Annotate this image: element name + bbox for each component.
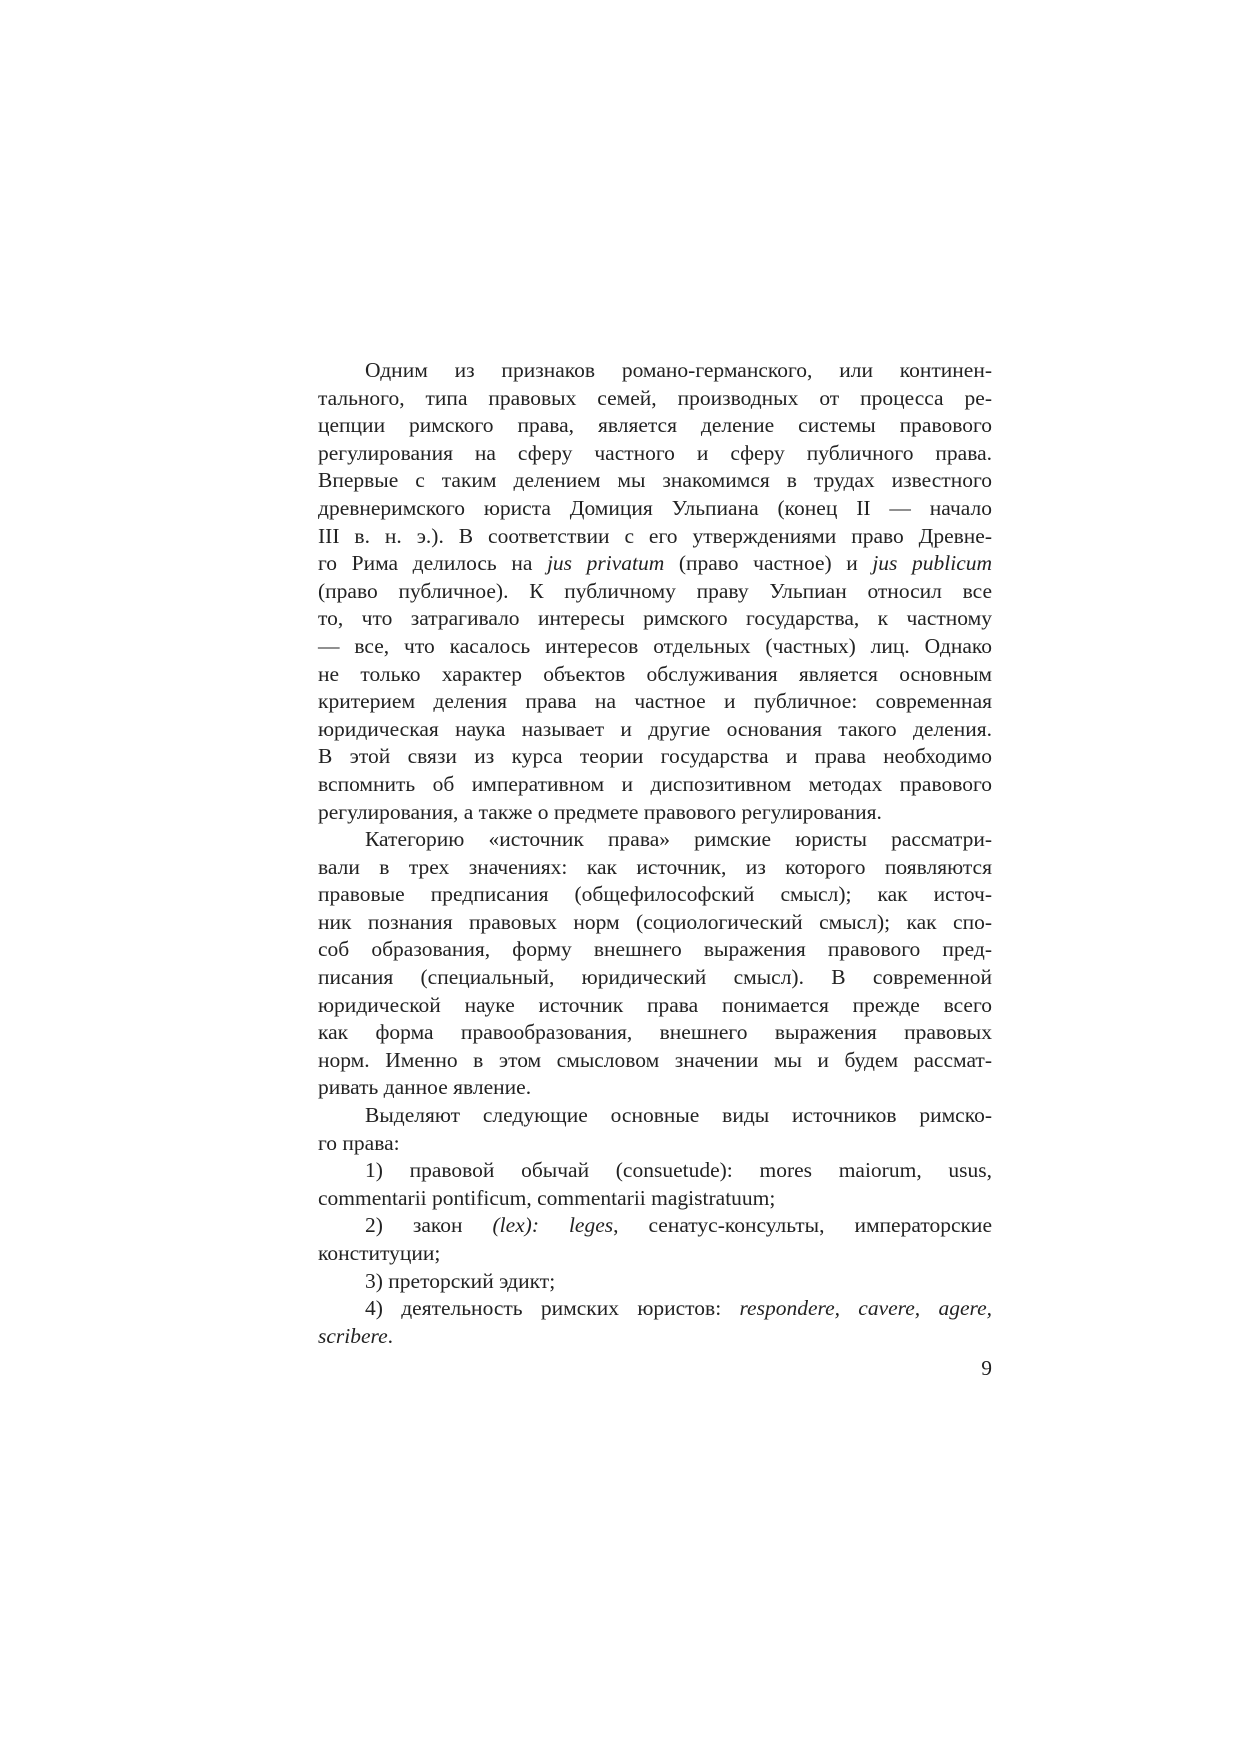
page-number: 9: [981, 1356, 992, 1380]
text-line: [318, 688, 992, 716]
text-run: ник познания правовых норм (социологический смысл); как спо-: [318, 909, 992, 934]
text-line: [318, 1323, 992, 1351]
text-line: [318, 1074, 992, 1102]
paragraph-law-division: [318, 357, 992, 826]
text-line: [318, 357, 992, 385]
text-run: Впервые с таким делением мы знакомимся в трудах известного: [318, 468, 992, 493]
text-run: commentarii pontificum, commentarii magistratuum;: [318, 1185, 776, 1210]
text-run: 1) правовой обычай (consuetude): mores maiorum, usus,: [365, 1158, 992, 1183]
text-run: не только характер объектов обслуживания является основным: [318, 661, 992, 686]
list-item-custom: [318, 1157, 992, 1212]
text-run: .: [387, 1323, 394, 1348]
text-run: древнеримского юриста Домиция Ульпиана (конец II — начало: [318, 495, 992, 520]
text-line: [318, 1212, 992, 1240]
text-run: 2) закон: [365, 1213, 493, 1238]
text-run: В этой связи из курса теории государства и права необходимо: [318, 744, 992, 769]
text-line: [318, 605, 992, 633]
text-line: [318, 523, 992, 551]
text-run: 3) преторский эдикт;: [365, 1268, 556, 1293]
text-run: 4) деятельность римских юристов:: [365, 1296, 740, 1321]
text-line: [318, 799, 992, 827]
text-run: правовые предписания (общефилософский смысл); как источ-: [318, 882, 992, 907]
text-line: [318, 550, 992, 578]
text-line: [318, 440, 992, 468]
text-run: , сенатус-консульты, императорские: [613, 1213, 992, 1238]
text-line: [318, 1295, 992, 1323]
text-run: Одним из признаков романо-германского, или континен-: [365, 358, 992, 382]
text-line: [318, 1047, 992, 1075]
text-run: Категорию «источник права» римские юристы рассматри-: [365, 827, 992, 852]
latin-term: (lex): leges: [492, 1213, 614, 1238]
text-line: [318, 1185, 992, 1213]
latin-term: jus privatum: [546, 551, 665, 576]
text-line: [318, 495, 992, 523]
text-line: [318, 1240, 992, 1268]
paragraph-source-of-law: [318, 826, 992, 1102]
text-line: [318, 854, 992, 882]
text-run: регулирования на сферу частного и сферу публичного права.: [318, 440, 992, 465]
text-line: [318, 909, 992, 937]
text-line: [318, 412, 992, 440]
text-run: регулирования, а также о предмете правового регулирования.: [318, 799, 882, 824]
text-run: норм. Именно в этом смысловом значении мы и будем рассмат-: [318, 1047, 992, 1072]
list-item-jurists: [318, 1295, 992, 1350]
text-line: [318, 964, 992, 992]
text-run: как форма правообразования, внешнего выражения правовых: [318, 1020, 992, 1045]
list-item-law: [318, 1212, 992, 1267]
text-run: то, что затрагивало интересы римского государства, к частному: [318, 606, 992, 631]
text-run: тального, типа правовых семей, производных от процесса ре-: [318, 385, 992, 410]
text-line: [318, 1157, 992, 1185]
text-line: [318, 826, 992, 854]
text-run: соб образования, форму внешнего выражения правового пред-: [318, 937, 992, 962]
list-item-edict: [318, 1268, 992, 1296]
text-run: юридическая наука называет и другие основания такого деления.: [318, 716, 992, 741]
text-line: [318, 385, 992, 413]
text-line: [318, 1102, 992, 1130]
text-line: [318, 661, 992, 689]
text-line: [318, 936, 992, 964]
latin-term: respondere, cavere, agere,: [739, 1296, 993, 1321]
latin-term: jus publicum: [872, 551, 993, 576]
text-run: цепции римского права, является деление системы правового: [318, 413, 992, 438]
text-line: [318, 1130, 992, 1158]
text-run: конституции;: [318, 1241, 441, 1265]
text-run: (право частное) и: [664, 551, 873, 576]
text-line: [318, 1268, 992, 1296]
text-line: [318, 716, 992, 744]
text-line: [318, 992, 992, 1020]
text-run: Выделяют следующие основные виды источников римско-: [365, 1103, 992, 1128]
text-line: [318, 633, 992, 661]
text-run: юридической науке источник права понимается прежде всего: [318, 992, 992, 1017]
text-run: го права:: [318, 1130, 400, 1155]
latin-term: scribere: [318, 1323, 388, 1348]
text-run: писания (специальный, юридический смысл). В современной: [318, 965, 992, 990]
text-line: [318, 578, 992, 606]
text-run: вспомнить об императивном и диспозитивном методах правового: [318, 771, 992, 796]
text-run: го Рима делилось на: [318, 551, 547, 576]
text-line: [318, 771, 992, 799]
text-run: — все, что касалось интересов отдельных (частных) лиц. Однако: [318, 633, 992, 658]
text-run: (право публичное). К публичному праву Ульпиан относил все: [318, 578, 992, 603]
text-line: [318, 743, 992, 771]
text-run: III в. н. э.). В соответствии с его утверждениями право Древне-: [318, 523, 992, 548]
text-run: критерием деления права на частное и публичное: современная: [318, 689, 992, 714]
text-line: [318, 467, 992, 495]
text-run: ривать данное явление.: [318, 1075, 532, 1100]
paragraph-types-intro: [318, 1102, 992, 1157]
text-line: [318, 1019, 992, 1047]
text-line: [318, 881, 992, 909]
text-run: вали в трех значениях: как источник, из которого появляются: [318, 854, 992, 879]
body-text: [318, 357, 992, 1350]
